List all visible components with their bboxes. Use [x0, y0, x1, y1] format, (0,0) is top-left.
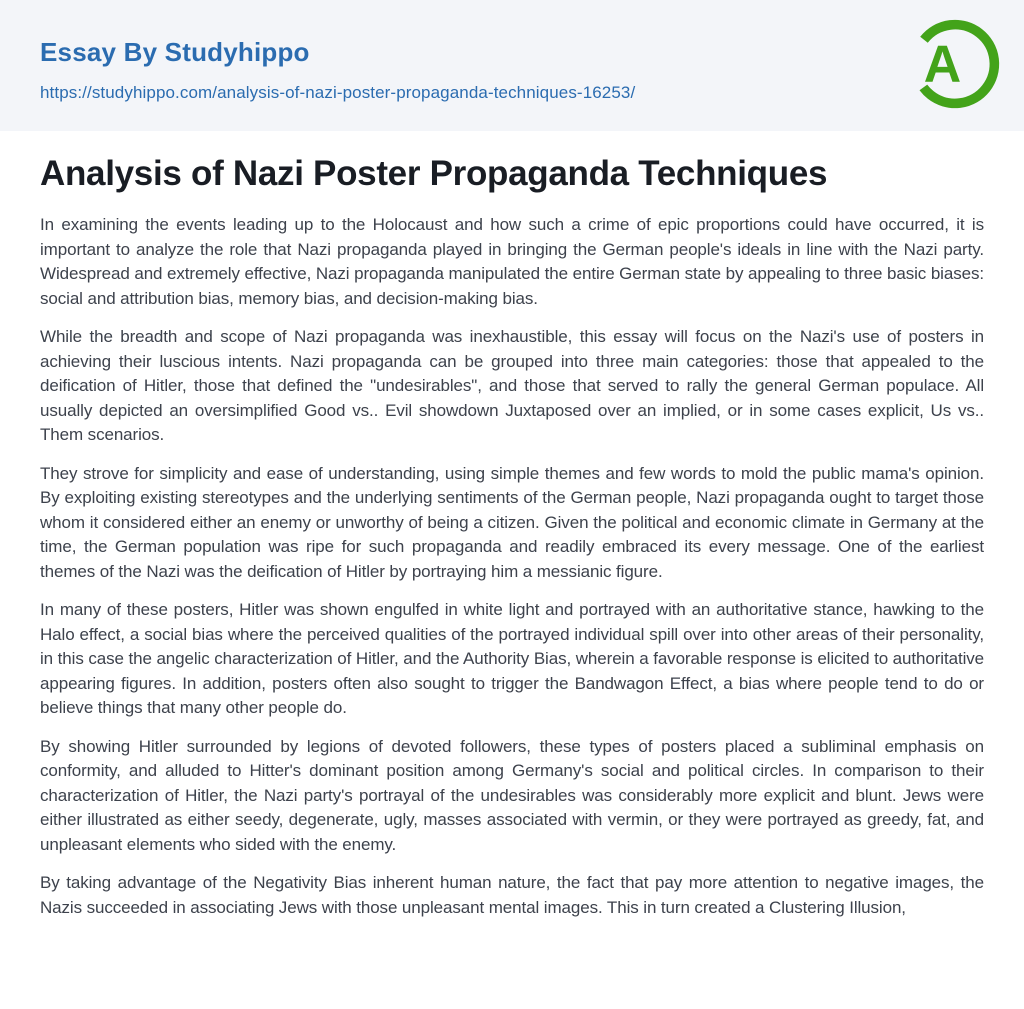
essay-paragraph-4: In many of these posters, Hitler was shown engulfed in white light and portrayed with an authoritative stance, hawking to the Halo effect, a social bias where the perceived qualities of the portrayed individual spill over into other areas of their personality, in this case the angelic characterization of Hitler, and the Authority Bias, wherein a favorable response is elicited to authoritative appearing figures. In addition, posters often also sought to trigger the Bandwagon Effect, a bias where people tend to do or believe things that many other people do.	[40, 600, 984, 717]
essay-body	[0, 153, 1024, 920]
header	[0, 0, 1024, 131]
source-url-link[interactable]: https://studyhippo.com/analysis-of-nazi-poster-propaganda-techniques-16253/	[40, 83, 636, 102]
essay-paragraph-3: They strove for simplicity and ease of understanding, using simple themes and few words to mold the public mama's opinion. By exploiting existing stereotypes and the underlying sentiments of the German people, Nazi propaganda ought to target those whom it considered either an enemy or unworthy of being a citizen. Given the political and economic climate in Germany at the time, the German population was ripe for such propaganda and readily embraced its every message. One of the earliest themes of the Nazi was the deification of Hitler by portraying him a messianic figure.	[40, 463, 984, 581]
logo-letter: A	[923, 34, 962, 93]
essay-paragraph-2: While the breadth and scope of Nazi propaganda was inexhaustible, this essay will focus on the Nazi's use of posters in achieving their luscious intents. Nazi propaganda can be grouped into three main categories: those that appealed to the deification of Hitler, those that defined the "undesirables", and those that served to rally the general German populace. All usually depicted an oversimplified Good vs.. Evil showdown Juxtaposed over an implied, or in some cases explicit, Us vs.. Them scenarios.	[40, 327, 984, 444]
essay-paragraph-1: In examining the events leading up to the Holocaust and how such a crime of epic proportions could have occurred, it is important to analyze the role that Nazi propaganda played in bringing the German people's ideals in line with the Nazi party. Widespread and extremely effective, Nazi propaganda manipulated the entire German state by appealing to three basic biases: social and attribution bias, memory bias, and decision-making bias.	[40, 215, 984, 308]
essay-paragraph-5: By showing Hitler surrounded by legions of devoted followers, these types of posters placed a subliminal emphasis on conformity, and alluded to Hitter's dominant position among Germany's social and political circles. In comparison to their characterization of Hitler, the Nazi party's portrayal of the undesirables was considerably more explicit and blunt. Jews were either illustrated as either seedy, degenerate, ugly, masses associated with vermin, or they were portrayed as greedy, fat, and unpleasant elements who sided with the enemy.	[40, 736, 984, 854]
byline: Essay By Studyhippo	[40, 37, 310, 67]
page-title: Analysis of Nazi Poster Propaganda Techniques	[40, 154, 828, 193]
essay-paragraph-6: By taking advantage of the Negativity Bias inherent human nature, the fact that pay more attention to negative images, the Nazis succeeded in associating Jews with those unpleasant mental images. This in turn created a Clustering Illusion,	[40, 873, 984, 917]
studyhippo-logo-icon	[907, 16, 1003, 112]
